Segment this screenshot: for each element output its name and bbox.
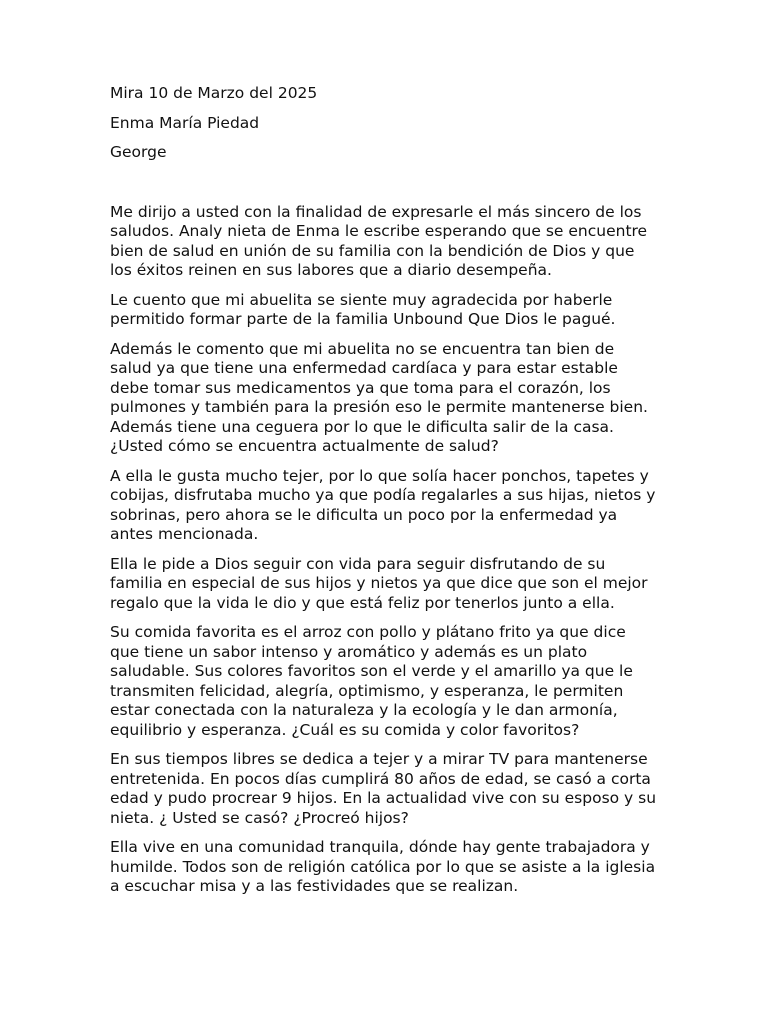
paragraph-family: Ella le pide a Dios seguir con vida para seguir disfrutando de su familia en especial de sus hijos y nietos ya que dice que son el mejor regalo que la vida le dio y que está feliz por tenerlos junto a ella. xyxy=(110,554,648,612)
paragraph-free-time: En sus tiempos libres se dedica a tejer y a mirar TV para mantenerse entretenida. En pocos días cumplirá 80 años de edad, se casó a corta edad y pudo procrear 9 hijos. En la actualidad vive con su esposo y su nieta. ¿ Usted se casó? ¿Procreó hijos? xyxy=(110,750,657,827)
sender-name: Enma María Piedad xyxy=(110,113,260,132)
recipient-name: George xyxy=(110,143,167,161)
paragraph-greeting: Me dirijo a usted con la finalidad de expresarle el más sincero de los saludos. Analy nieta de Enma le escribe esperando que se encuentre bien de salud en unión de su familia con la bendición de Dios y que los éxitos reinen en sus labores que a diario desempeña. xyxy=(110,202,648,279)
paragraph-favorites: Su comida favorita es el arroz con pollo y plátano frito ya que dice que tiene un sabor intenso y aromático y además es un plato saludable. Sus colores favoritos son el verde y el amarillo ya que le transmiten felicidad, alegría, optimismo, y esperanza, le permiten estar conectada con la naturaleza y la ecología y le dan armonía, equilibrio y esperanza. ¿Cuál es su comida y color favoritos? xyxy=(110,623,633,739)
paragraph-gratitude: Le cuento que mi abuelita se siente muy agradecida por haberle permitido formar parte de la familia Unbound Que Dios le pagué. xyxy=(110,290,616,328)
date-line: Mira 10 de Marzo del 2025 xyxy=(110,84,318,102)
header-spacer xyxy=(110,173,658,203)
paragraph-community: Ella vive en una comunidad tranquila, dónde hay gente trabajadora y humilde. Todos son de religión católica por lo que se asiste a la iglesia a escuchar misa y a las festividades que se realizan. xyxy=(110,838,656,895)
paragraph-health: Además le comento que mi abuelita no se encuentra tan bien de salud ya que tiene una enfermedad cardíaca y para estar estable debe tomar sus medicamentos ya que toma para el corazón, los pulmones y también para la presión eso le permite mantenerse bien. Además tiene una ceguera por lo que le dificulta salir de la casa. ¿Usted cómo se encuentra actualmente de salud? xyxy=(110,339,648,455)
letter-page xyxy=(110,84,658,907)
paragraph-knitting: A ella le gusta mucho tejer, por lo que solía hacer ponchos, tapetes y cobijas, disfrutaba mucho ya que podía regalarles a sus hijas, nietos y sobrinas, pero ahora se le dificulta un poco por la enfermedad ya antes mencionada. xyxy=(110,466,656,543)
